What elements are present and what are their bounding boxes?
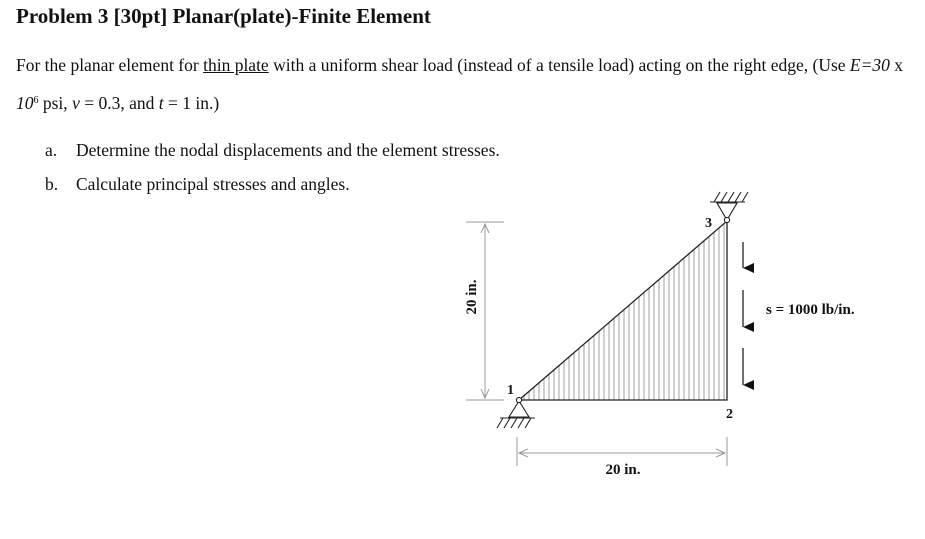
exponent: 6 <box>33 95 39 106</box>
times-sign: x <box>889 55 904 75</box>
triangular-element <box>519 221 727 400</box>
task-b-marker: b. <box>45 174 59 194</box>
node-2-label: 2 <box>726 407 733 422</box>
statement-part-2: with a uniform shear load (instead of a tensile load) acting on the right edge, (Use <box>268 55 850 75</box>
task-a-marker: a. <box>45 140 58 160</box>
height-dimension <box>464 222 504 400</box>
problem-title: Problem 3 [30pt] Planar(plate)-Finite Element <box>16 4 431 28</box>
task-b-text: Calculate principal stresses and angles. <box>76 174 350 194</box>
poisson-symbol: v <box>72 93 80 113</box>
poisson-value: = 0.3, and <box>79 93 159 113</box>
thickness-symbol: t <box>158 93 164 113</box>
node-1-label: 1 <box>507 383 514 398</box>
node-3-label: 3 <box>705 216 712 231</box>
pin-support-node-3 <box>710 192 748 223</box>
shear-load-label: s = 1000 lb/in. <box>766 302 855 318</box>
ten-base: 10 <box>16 93 34 113</box>
height-label: 20 in. <box>464 279 480 315</box>
thin-plate-underlined: thin plate <box>203 55 269 75</box>
width-label: 20 in. <box>605 462 641 478</box>
task-a-text: Determine the nodal displacements and the element stresses. <box>76 140 500 160</box>
statement-part-1: For the planar element for <box>16 55 204 75</box>
width-dimension <box>517 437 727 478</box>
pin-support-node-1 <box>497 397 535 428</box>
modulus-symbol: E=30 <box>849 55 890 75</box>
psi-unit: psi, <box>38 93 73 113</box>
thickness-value: = 1 in.) <box>163 93 220 113</box>
